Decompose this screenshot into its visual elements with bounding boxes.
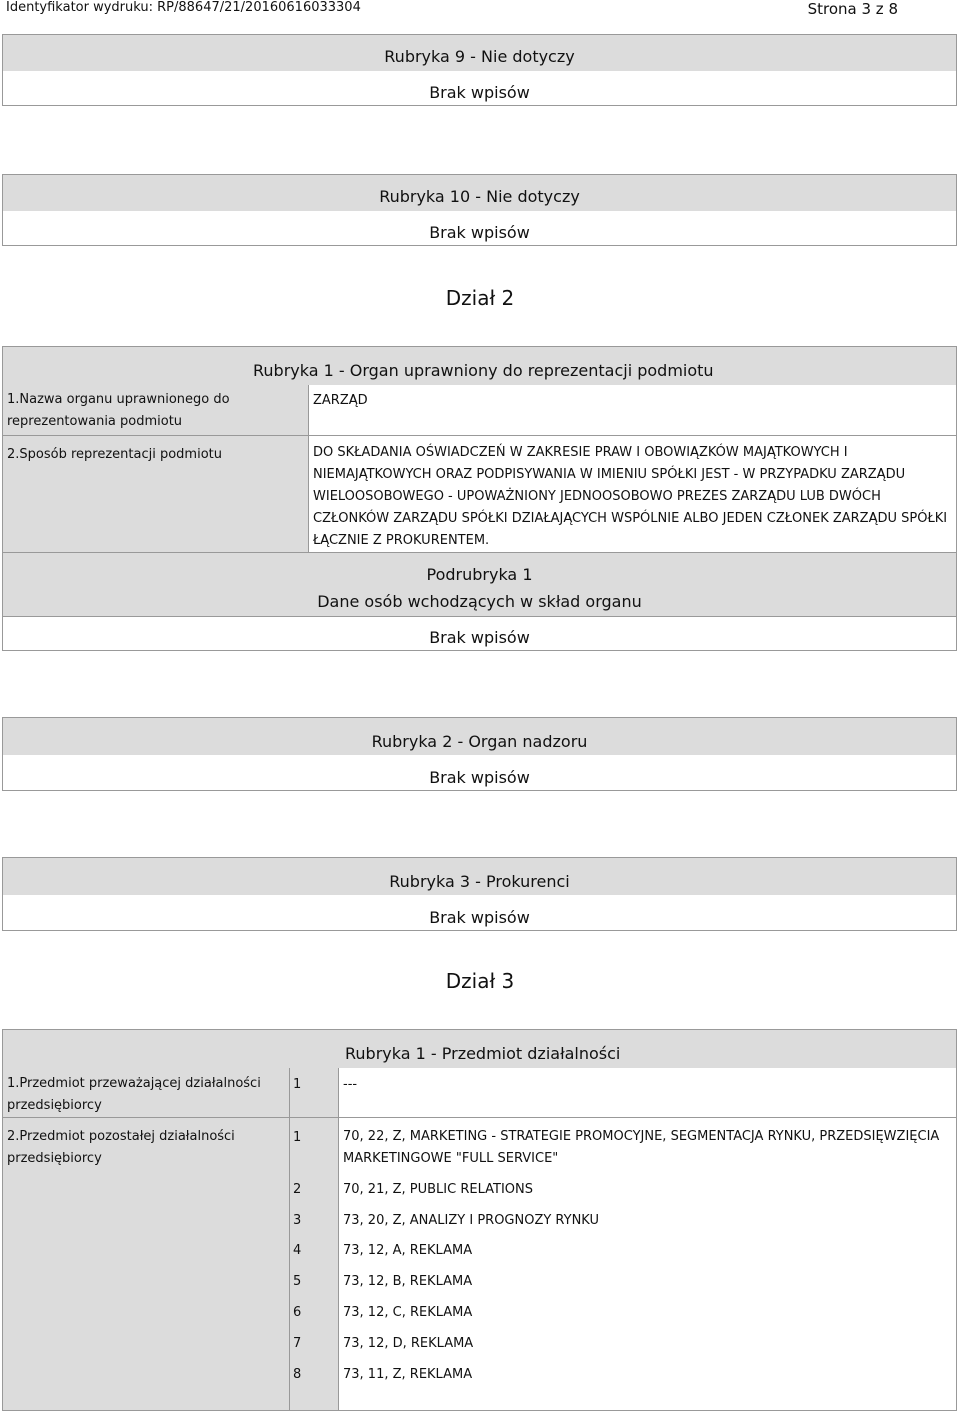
rubryka-3-title: Rubryka 3 - Prokurenci [389,872,570,891]
dzial3-r1-f2-label: 2.Przedmiot pozostałej działalności przedsiębiorcy [7,1129,235,1166]
item-number: 3 [293,1213,302,1228]
rubryka-9-title: Rubryka 9 - Nie dotyczy [384,47,575,66]
page-header [0,0,960,20]
podrubryka-1-empty: Brak wpisów [429,628,530,647]
item-value: 73, 20, Z, ANALIZY I PROGNOZY RYNKU [343,1213,599,1228]
rubryka-10-empty: Brak wpisów [429,223,530,242]
item-value: 73, 12, C, REKLAMA [343,1305,473,1320]
item-value: 73, 11, Z, REKLAMA [343,1367,473,1382]
item-value: 70, 21, Z, PUBLIC RELATIONS [343,1182,533,1197]
item-value: 73, 12, A, REKLAMA [343,1243,473,1258]
dzial2-rubryka-2 [2,717,957,791]
item-value: 73, 12, B, REKLAMA [343,1274,473,1289]
page-number: Strona 3 z 8 [807,0,898,18]
item-value: 73, 12, D, REKLAMA [343,1336,474,1351]
rubryka-3-empty: Brak wpisów [429,908,530,927]
print-identifier: Identyfikator wydruku: RP/88647/21/20160616033304 [6,0,361,15]
item-value: 70, 22, Z, MARKETING - STRATEGIE PROMOCYJNE, SEGMENTACJA RYNKU, PRZEDSIĘWZIĘCIA MARKETINGOWE "FULL SERVICE" [343,1129,940,1166]
dzial3-r1-f1-value: --- [343,1077,358,1092]
dzial3-r1-f1-label: 1.Przedmiot przeważającej działalności przedsiębiorcy [7,1076,261,1113]
rubryka-10 [2,174,957,246]
item-number: 7 [293,1336,302,1351]
rubryka-9-empty: Brak wpisów [429,83,530,102]
item-number: 6 [293,1305,302,1320]
dzial2-r1-f2-label: 2.Sposób reprezentacji podmiotu [7,447,222,462]
rubryka-10-title: Rubryka 10 - Nie dotyczy [379,187,580,206]
dzial2-r1-title: Rubryka 1 - Organ uprawniony do reprezentacji podmiotu [253,361,714,380]
dzial2-rubryka-1 [2,346,957,651]
rubryka-2-title: Rubryka 2 - Organ nadzoru [371,732,588,751]
item-number: 5 [293,1274,302,1289]
rubryka-9 [2,34,957,106]
dzial3-rubryka-1 [2,1029,957,1411]
podrubryka-1-title: Podrubryka 1 [426,565,533,584]
dzial3-r1-title: Rubryka 1 - Przedmiot działalności [345,1044,621,1063]
dzial2-r1-f2-value: DO SKŁADANIA OŚWIADCZEŃ W ZAKRESIE PRAW I OBOWIĄZKÓW MAJĄTKOWYCH I NIEMAJĄTKOWYCH ORAZ PODPISYWANIA W IMIENIU SPÓŁKI JEST - W PRZYPADKU ZARZĄDU WIELOOSOBOWEGO - UPOWAŻNIONY JEDNOOSOBOWO PREZES ZARZĄDU LUB DWÓCH CZŁONKÓW ZARZĄDU SPÓŁKI DZIAŁAJĄCYCH WSPÓLNIE ALBO JEDEN CZŁONEK ZARZĄDU SPÓŁKI ŁĄCZNIE Z PROKURENTEM. [313,445,948,548]
podrubryka-1-subtitle: Dane osób wchodzących w skład organu [317,592,642,611]
item-number: 1 [293,1130,302,1145]
dzial2-r1-f1-value: ZARZĄD [313,393,368,408]
item-number: 4 [293,1243,302,1258]
dzial3-r1-f1-num: 1 [293,1077,302,1092]
item-number: 2 [293,1182,302,1197]
dzial2-r1-f1-label: 1.Nazwa organu uprawnionego do reprezentowania podmiotu [7,392,230,429]
dzial-3-title: Dział 3 [445,969,515,993]
rubryka-2-empty: Brak wpisów [429,768,530,787]
dzial2-rubryka-3 [2,857,957,931]
item-number: 8 [293,1367,302,1382]
dzial-2-title: Dział 2 [445,286,515,310]
